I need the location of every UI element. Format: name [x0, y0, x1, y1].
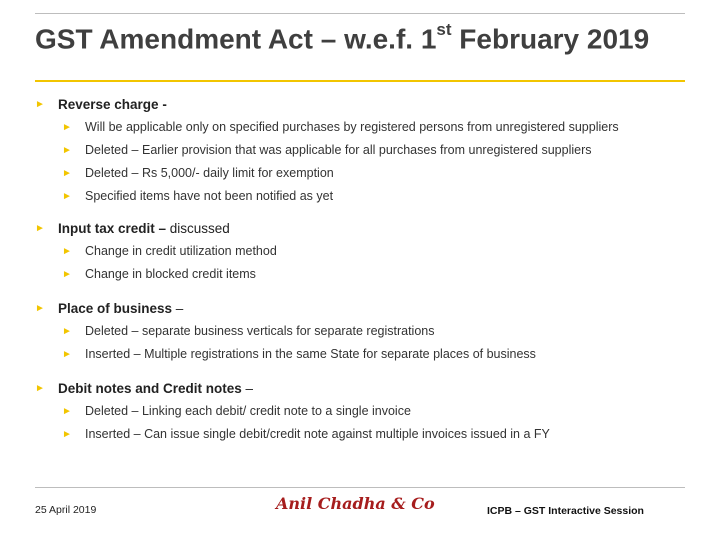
section-heading [35, 378, 705, 400]
bullet-arrow-icon: ► [35, 223, 45, 234]
item-text: Will be applicable only on specified purchases by registered persons from unregistered suppliers [85, 120, 619, 134]
title-tail: February 2019 [451, 23, 650, 55]
list-item [35, 423, 705, 446]
heading-label: Place of business [58, 301, 173, 316]
slide-content [35, 94, 705, 446]
section-reverse-charge [35, 94, 705, 208]
section-debit-credit-notes [35, 378, 705, 446]
heading-label: Debit notes and Credit notes [58, 381, 242, 396]
title-superscript: st [436, 20, 452, 39]
section-heading [35, 298, 705, 320]
bullet-arrow-icon: ► [35, 99, 45, 110]
list-item [35, 116, 705, 139]
item-text: Deleted – Linking each debit/ credit note to a single invoice [85, 404, 411, 418]
list-item [35, 343, 705, 366]
heading-suffix: – [241, 381, 254, 396]
bullet-arrow-icon: ► [62, 191, 72, 202]
footer-session-label: ICPB – GST Interactive Session [487, 505, 644, 517]
footer-date: 25 April 2019 [35, 504, 97, 516]
item-text: Deleted – Rs 5,000/- daily limit for exemption [85, 166, 334, 180]
item-text: Change in blocked credit items [85, 267, 256, 281]
section-heading [35, 218, 705, 240]
section-place-of-business [35, 298, 705, 366]
list-item [35, 139, 705, 162]
heading-suffix: – [172, 301, 184, 316]
heading-suffix: discussed [166, 221, 230, 236]
bullet-arrow-icon: ► [62, 326, 72, 337]
footer-brand-logo: Anil Chadha & Co [276, 494, 435, 513]
bullet-arrow-icon: ► [62, 429, 72, 440]
list-item [35, 185, 705, 208]
list-item [35, 263, 705, 286]
bullet-arrow-icon: ► [35, 303, 45, 314]
section-heading [35, 94, 705, 116]
bullet-arrow-icon: ► [62, 406, 72, 417]
list-item [35, 400, 705, 423]
heading-label: Reverse charge - [58, 97, 167, 112]
slide-title [35, 14, 715, 58]
title-underline [35, 80, 685, 82]
bullet-arrow-icon: ► [62, 349, 72, 360]
section-input-tax-credit [35, 218, 705, 286]
item-text: Deleted – Earlier provision that was applicable for all purchases from unregistered suppliers [85, 143, 592, 157]
bullet-arrow-icon: ► [62, 145, 72, 156]
title-main: GST Amendment Act – w.e.f. 1 [35, 23, 437, 55]
bullet-arrow-icon: ► [35, 383, 45, 394]
bullet-arrow-icon: ► [62, 246, 72, 257]
item-text: Change in credit utilization method [85, 244, 277, 258]
footer-rule [35, 487, 685, 488]
list-item [35, 162, 705, 185]
heading-label: Input tax credit – [58, 221, 167, 236]
item-text: Specified items have not been notified as yet [85, 189, 334, 203]
list-item [35, 240, 705, 263]
bullet-arrow-icon: ► [62, 168, 72, 179]
item-text: Inserted – Can issue single debit/credit note against multiple invoices issued in a FY [85, 427, 550, 441]
item-text: Inserted – Multiple registrations in the same State for separate places of business [85, 347, 536, 361]
list-item [35, 320, 705, 343]
bullet-arrow-icon: ► [62, 122, 72, 133]
bullet-arrow-icon: ► [62, 269, 72, 280]
item-text: Deleted – separate business verticals for separate registrations [85, 324, 435, 338]
